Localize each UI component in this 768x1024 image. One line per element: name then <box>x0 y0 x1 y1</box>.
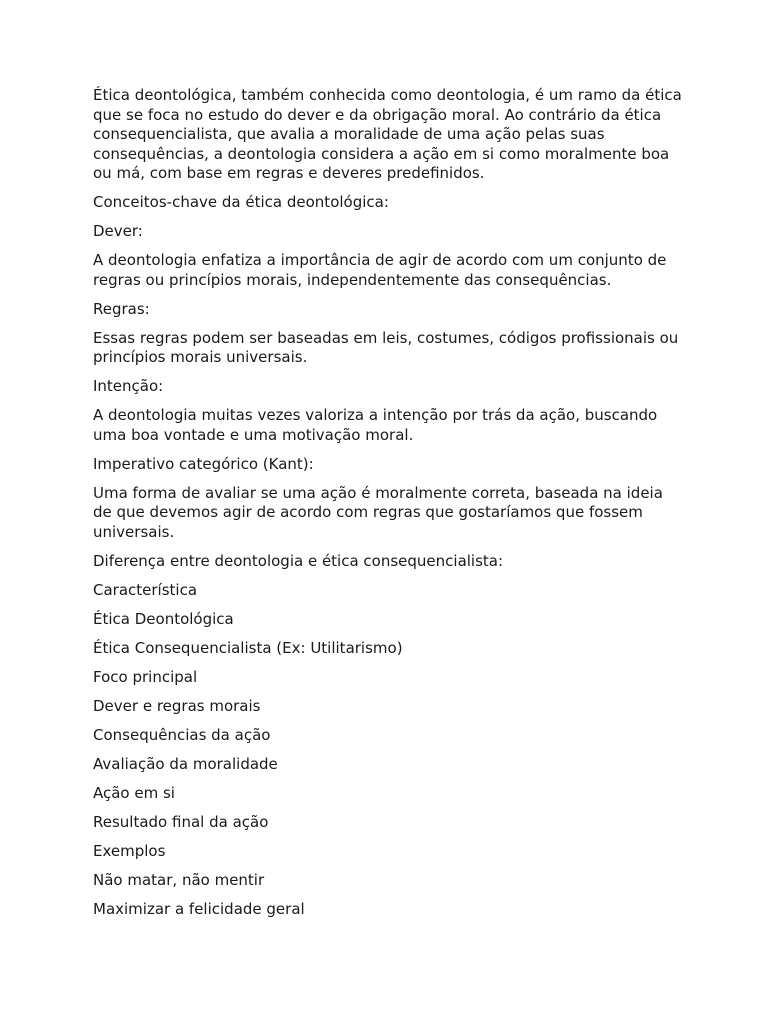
table-cell-focus-deontological: Dever e regras morais <box>93 696 261 715</box>
section-heading-key-concepts: Conceitos-chave da ética deontológica: <box>93 193 389 211</box>
concept-label-categorical-imperative: Imperativo categórico (Kant): <box>93 454 314 473</box>
table-cell-main-focus: Foco principal <box>93 667 198 686</box>
table-cell-header-deontological: Ética Deontológica <box>93 609 234 628</box>
concept-text-rules: Essas regras podem ser baseadas em leis, costumes, códigos profissionais ou princípios morais universais. <box>93 328 679 366</box>
table-cell-examples-consequentialist: Maximizar a felicidade geral <box>93 899 305 918</box>
table-cell-examples-deontological: Não matar, não mentir <box>93 870 265 889</box>
intro-paragraph: Ética deontológica, também conhecida como deontologia, é um ramo da ética que se foca no estudo do dever e da obrigação moral. Ao contrário da ética consequencialista, que avalia a moralidade de uma ação pelas suas consequências, a deontologia considera a ação em si como moralmente boa ou má, com base em regras e deveres predefinidos. <box>93 86 682 182</box>
table-cell-evaluation-consequentialist: Resultado final da ação <box>93 812 269 831</box>
concept-label-rules: Regras: <box>93 299 150 318</box>
concept-text-intention: A deontologia muitas vezes valoriza a intenção por trás da ação, buscando uma boa vontade e uma motivação moral. <box>93 406 658 444</box>
table-cell-examples: Exemplos <box>93 841 166 860</box>
table-cell-header-consequentialist: Ética Consequencialista (Ex: Utilitarismo) <box>93 638 403 657</box>
table-cell-evaluation: Avaliação da moralidade <box>93 754 278 773</box>
concept-text-duty: A deontologia enfatiza a importância de agir de acordo com um conjunto de regras ou princípios morais, independentemente das consequências. <box>93 251 667 289</box>
table-cell-header-characteristic: Característica <box>93 580 198 599</box>
table-cell-focus-consequentialist: Consequências da ação <box>93 725 271 744</box>
document-body <box>93 86 683 929</box>
concept-label-duty: Dever: <box>93 222 143 240</box>
section-heading-differences: Diferença entre deontologia e ética consequencialista: <box>93 551 504 570</box>
concept-text-categorical-imperative: Uma forma de avaliar se uma ação é moralmente correta, baseada na ideia de que devemos agir de acordo com regras que gostaríamos que fossem universais. <box>93 483 663 541</box>
concept-label-intention: Intenção: <box>93 377 164 395</box>
table-cell-evaluation-deontological: Ação em si <box>93 783 175 802</box>
